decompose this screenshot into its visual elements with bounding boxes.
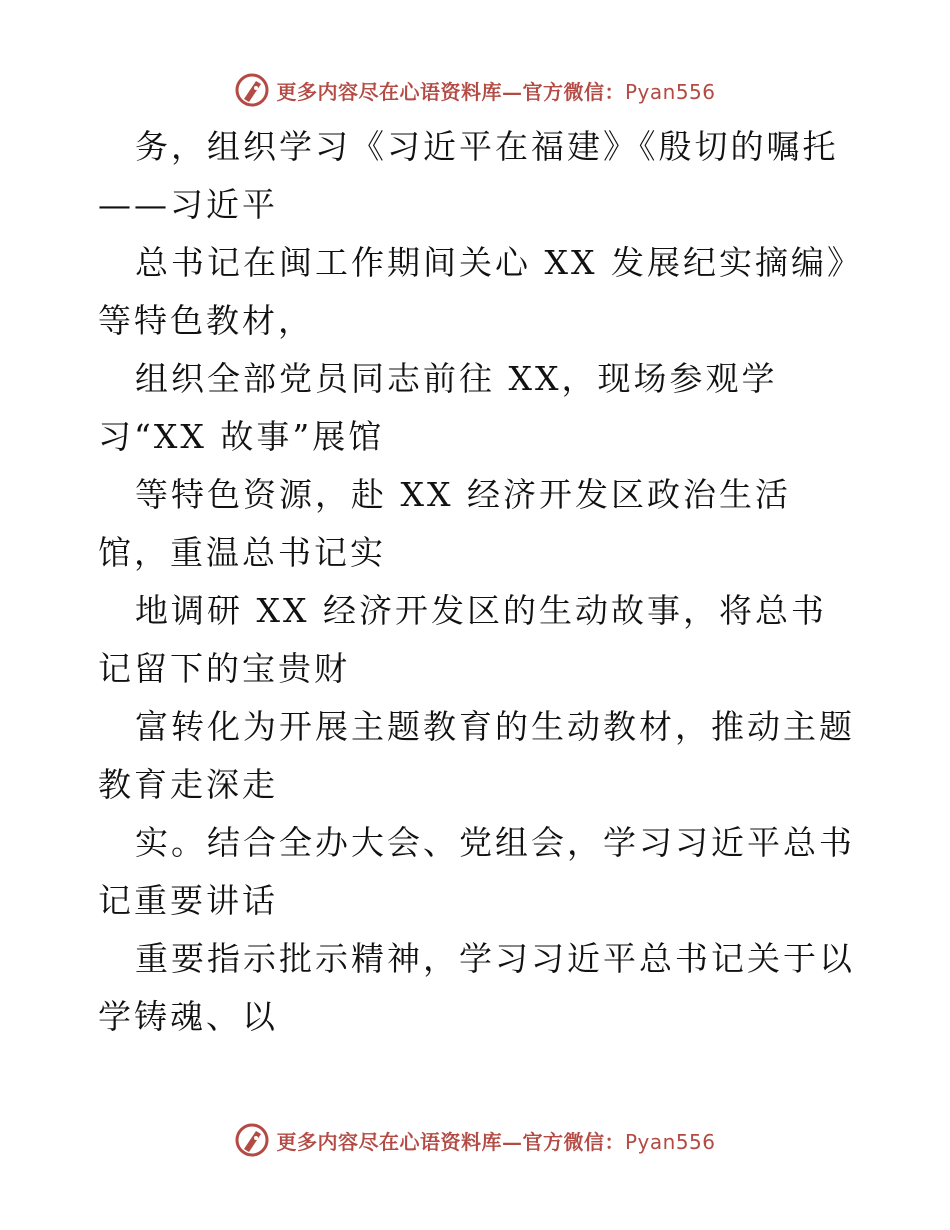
header-watermark — [0, 70, 950, 110]
paragraph: 务，组织学习《习近平在福建》《殷切的嘱托——习近平 — [98, 127, 839, 224]
paragraph: 富转化为开展主题教育的生动教材，推动主题教育走深走 — [98, 707, 855, 804]
watermark-handle: Pyan556 — [624, 1129, 716, 1154]
paragraph: 地调研 XX 经济开发区的生动故事，将总书记留下的宝贵财 — [98, 591, 827, 688]
pen-nib-logo-icon — [234, 72, 270, 108]
footer-watermark — [0, 1120, 950, 1160]
paragraph: 重要指示批示精神，学习习近平总书记关于以学铸魂、以 — [98, 939, 855, 1036]
paragraph: 等特色资源，赴 XX 经济开发区政治生活馆，重温总书记实 — [98, 475, 791, 572]
document-body — [98, 118, 858, 1046]
paragraph: 总书记在闽工作期间关心 XX 发展纪实摘编》等特色教材， — [98, 243, 847, 340]
watermark-text: 更多内容尽在心语资料库—官方微信：Pyan556 — [276, 79, 716, 104]
watermark-text: 更多内容尽在心语资料库—官方微信：Pyan556 — [276, 1129, 716, 1154]
pen-nib-logo-icon — [234, 1122, 270, 1158]
paragraph: 组织全部党员同志前往 XX，现场参观学习“XX 故事”展馆 — [98, 359, 778, 456]
watermark-handle: Pyan556 — [624, 79, 716, 104]
paragraph: 实。结合全办大会、党组会，学习习近平总书记重要讲话 — [98, 823, 855, 920]
